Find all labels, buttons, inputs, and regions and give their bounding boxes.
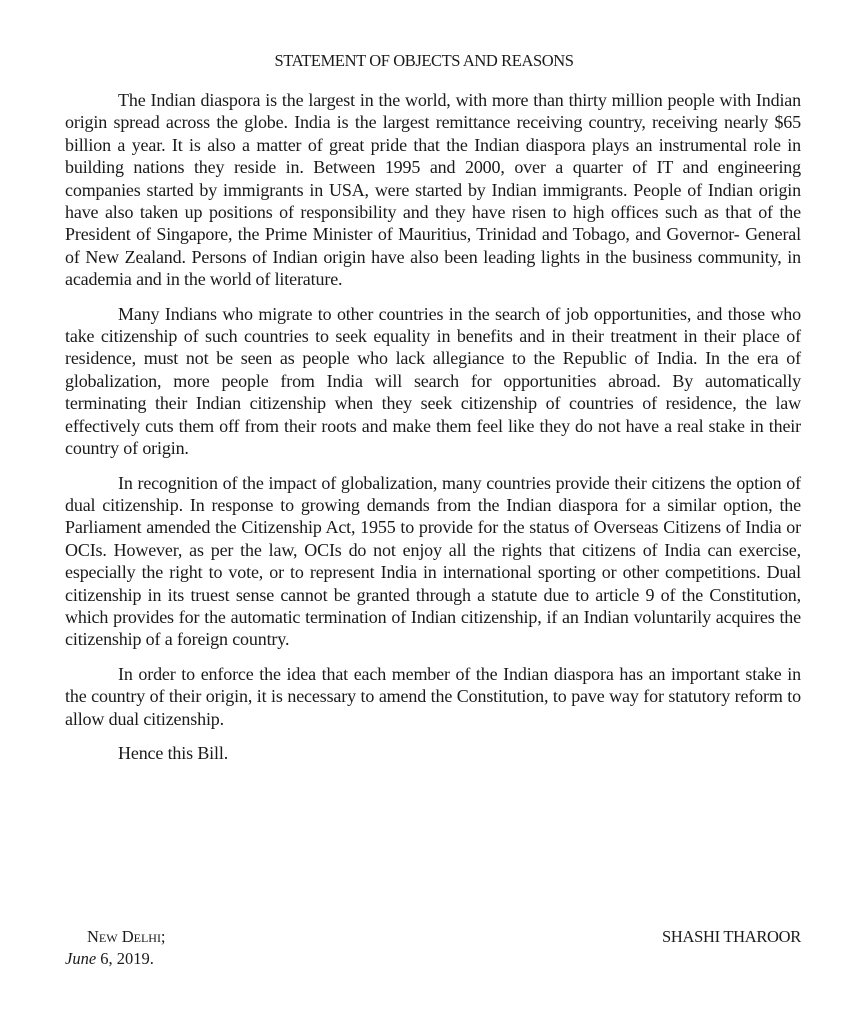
paragraph-globalization: In recognition of the impact of globalization, many countries provide their citizens the option of dual citizenship. In response to growing demands from the Indian diaspora for a similar option, the Parliament amended the Citizenship Act, 1955 to provide for the status of Overseas Citizens of India or OCIs. However, as per the law, OCIs do not enjoy all the rights that citizens of India can exercise, especially the right to vote, or to represent India in international sporting or other competitions. Dual citizenship in its truest sense cannot be granted through a statute due to article 9 of the Constitution, which provides for the automatic termination of Indian citizenship, if an Indian voluntarily acquires the citizenship of a foreign country.: [65, 472, 801, 650]
paragraph-diaspora: The Indian diaspora is the largest in the world, with more than thirty million people with Indian origin spread across the globe. India is the largest remittance receiving country, receiving nearly $65 billion a year. It is also a matter of great pride that the Indian diaspora plays an instrumental role in building nations they reside in. Between 1995 and 2000, over a quarter of IT and engineering companies started by immigrants in USA, were started by Indian immigrants. People of Indian origin have also taken up positions of responsibility and they have risen to high offices such as that of the President of Singapore, the Prime Minister of Mauritius, Trinidad and Tobago, and Governor- General of New Zealand. Persons of Indian origin have also been leading lights in the business community, in academia and in the world of literature.: [65, 90, 801, 290]
date-month: June: [65, 949, 97, 968]
place-and-date: [65, 926, 166, 970]
place-line: New Delhi;: [87, 927, 166, 946]
document-heading: STATEMENT OF OBJECTS AND REASONS: [274, 51, 574, 70]
date-day-year: 6, 2019.: [100, 949, 154, 968]
paragraph-migration: Many Indians who migrate to other countries in the search of job opportunities, and those who take citizenship of such countries to seek equality in benefits and in their treatment in their place of residence, must not be seen as people who lack allegiance to the Republic of India. In the era of globalization, more people from India will search for opportunities abroad. By automatically terminating their Indian citizenship when they seek citizenship of countries of residence, the law effectively cuts them off from their roots and make them feel like they do not have a real stake in their country of origin.: [65, 303, 801, 459]
paragraph-conclusion: Hence this Bill.: [118, 742, 229, 763]
date-line: [65, 949, 154, 968]
document-body: [65, 89, 801, 776]
paragraph-constitution: In order to enforce the idea that each member of the Indian diaspora has an important stake in the country of their origin, it is necessary to amend the Constitution, to pave way for statutory reform to allow dual citizenship.: [65, 663, 801, 729]
signatory-name: SHASHI THAROOR: [662, 927, 801, 946]
